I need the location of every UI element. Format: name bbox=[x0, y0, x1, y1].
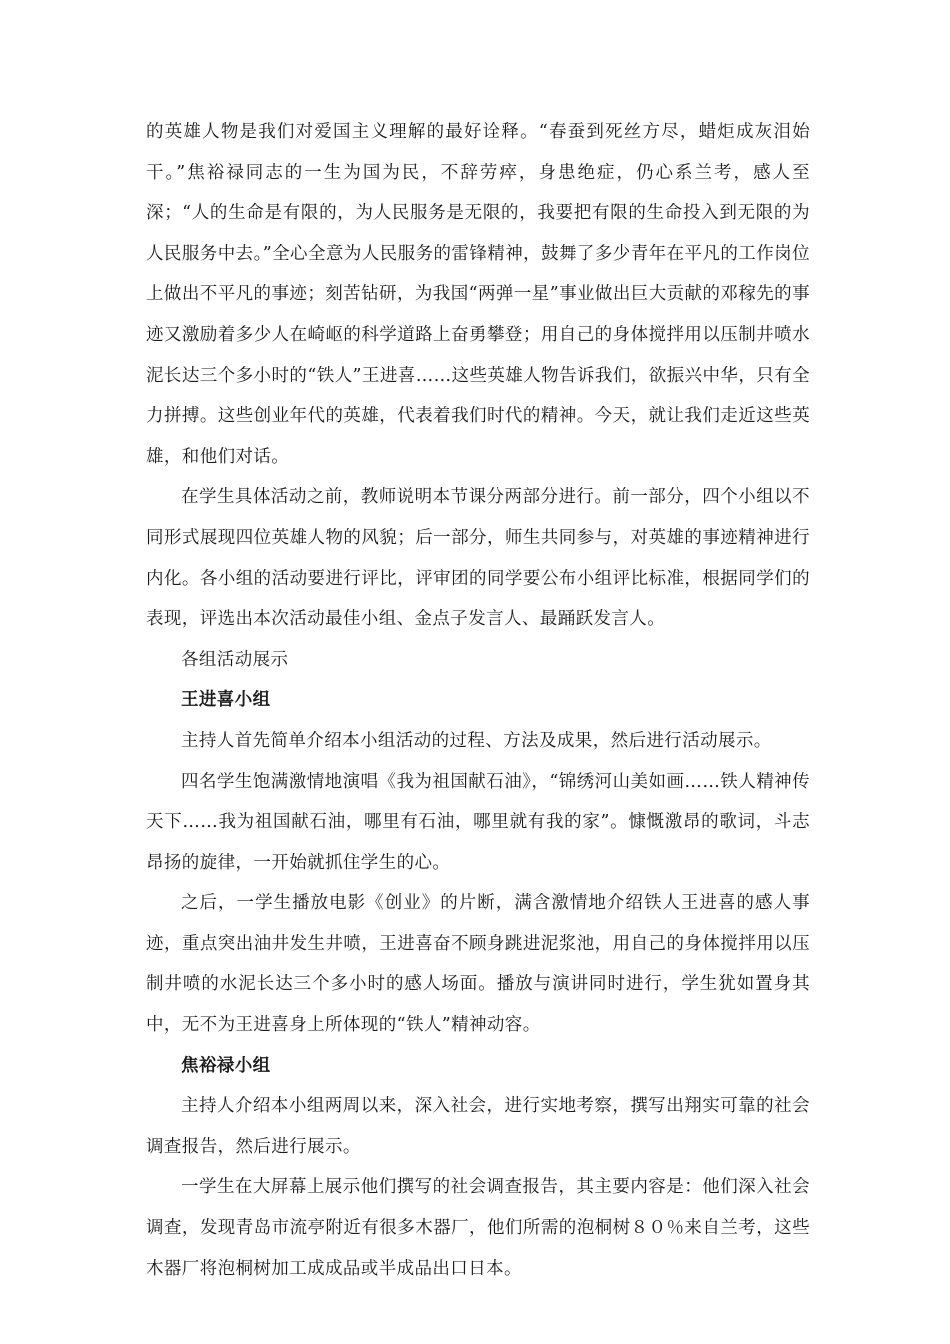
jiao-group-heading: 焦裕禄小组 bbox=[181, 1055, 271, 1076]
jiao-group-paragraph-2: 一学生在大屏幕上展示他们撰写的社会调查报告，其主要内容是：他们深入社会调查，发现青岛市流亭附近有很多木器厂，他们所需的泡桐树８０％来自兰考，这些木器厂将泡桐树加工成成品或半成品出口日本。 bbox=[146, 1177, 810, 1279]
jiao-group-paragraph-1: 主持人介绍本小组两周以来，深入社会，进行实地考察，撰写出翔实可靠的社会调查报告，然后进行展示。 bbox=[146, 1096, 810, 1157]
wang-group-paragraph-3: 之后，一学生播放电影《创业》的片断，满含激情地介绍铁人王进喜的感人事迹，重点突出油井发生井喷，王进喜奋不顾身跳进泥浆池，用自己的身体搅拌用以压制井喷的水泥长达三个多小时的感人场面。播放与演讲同时进行，学生犹如置身其中，无不为王进喜身上所体现的“铁人”精神动容。 bbox=[146, 893, 810, 1036]
intro-paragraph: 的英雄人物是我们对爱国主义理解的最好诠释。“春蚕到死丝方尽，蜡炬成灰泪始干。”焦裕禄同志的一生为国为民，不辞劳瘁，身患绝症，仍心系兰考，感人至深；“人的生命是有限的，为人民服务是无限的，我要把有限的生命投入到无限的为人民服务中去。”全心全意为人民服务的雷锋精神，鼓舞了多少青年在平凡的工作岗位上做出不平凡的事迹；刻苦钻研，为我国“两弹一星”事业做出巨大贡献的邓稼先的事迹又激励着多少人在崎岖的科学道路上奋勇攀登；用自己的身体搅拌用以压制井喷水泥长达三个多小时的“铁人”王进喜……这些英雄人物告诉我们，欲振兴中华，只有全力拼搏。这些创业年代的英雄，代表着我们时代的精神。今天，就让我们走近这些英雄，和他们对话。 bbox=[146, 122, 810, 467]
activity-intro-paragraph: 在学生具体活动之前，教师说明本节课分两部分进行。前一部分，四个小组以不同形式展现四位英雄人物的风貌；后一部分，师生共同参与，对英雄的事迹精神进行内化。各小组的活动要进行评比，评审团的同学要公布小组评比标准，根据同学们的表现，评选出本次活动最佳小组、金点子发言人、最踊跃发言人。 bbox=[146, 487, 810, 630]
wang-group-paragraph-2: 四名学生饱满激情地演唱《我为祖国献石油》，“锦绣河山美如画……铁人精神传天下……我为祖国献石油，哪里有石油，哪里就有我的家”。慷慨激昂的歌词，斗志昂扬的旋律，一开始就抓住学生的心。 bbox=[146, 771, 811, 873]
wang-group-heading: 王进喜小组 bbox=[181, 690, 271, 711]
wang-group-paragraph-1: 主持人首先简单介绍本小组活动的过程、方法及成果，然后进行活动展示。 bbox=[181, 730, 772, 751]
document-page bbox=[146, 112, 810, 1289]
section-heading: 各组活动展示 bbox=[181, 649, 289, 670]
